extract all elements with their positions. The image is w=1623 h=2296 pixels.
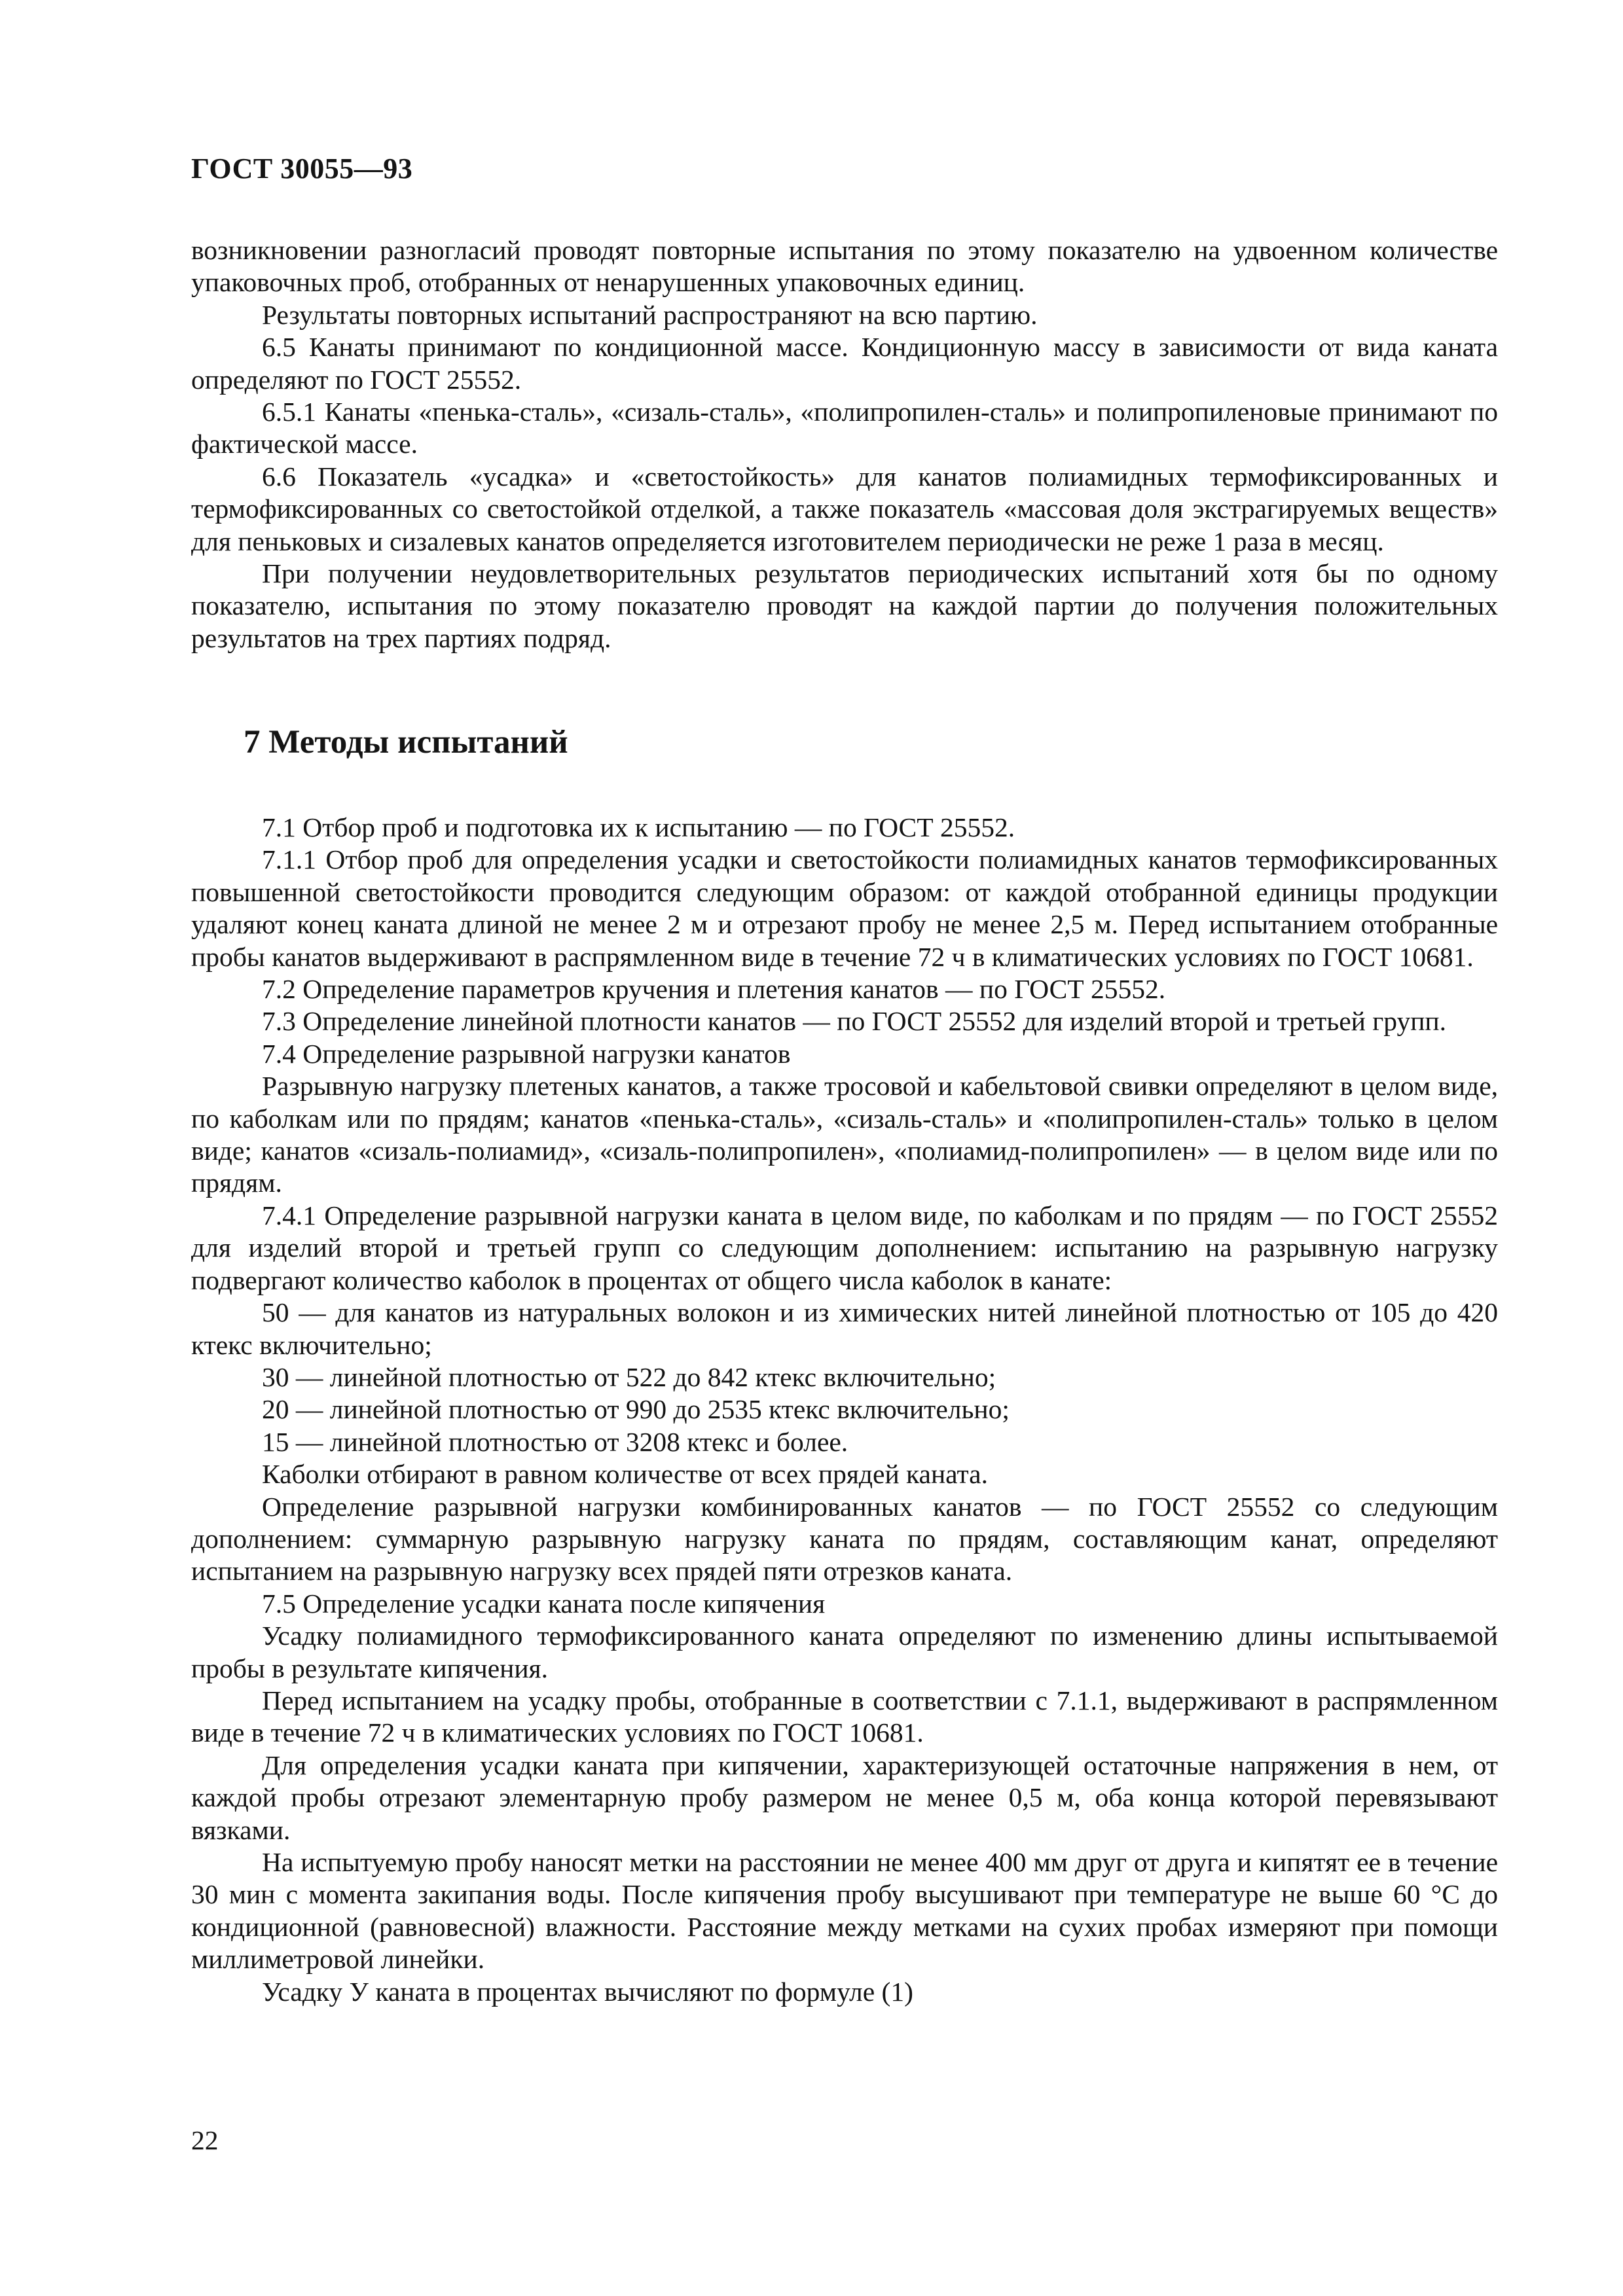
- paragraph: 7.4.1 Определение разрывной нагрузки каната в целом виде, по каболкам и по прядям — по ГОСТ 25552 для изделий второй и третьей групп со следующим дополнением: испытанию на разрывную нагрузку подвергают количество каболок в процентах от общего числа каболок в канате:: [191, 1200, 1498, 1295]
- paragraph: Перед испытанием на усадку пробы, отобранные в соответствии с 7.1.1, выдерживают в распрямленном виде в течение 72 ч в климатических условиях по ГОСТ 10681.: [191, 1685, 1498, 1748]
- paragraph: Разрывную нагрузку плетеных канатов, а также тросовой и кабельтовой свивки определяют в целом виде, по каболкам или по прядям; канатов «пенька-сталь», «сизаль-сталь» и «полипропилен-сталь» только в целом виде; канатов «сизаль-полиамид», «сизаль-полипропилен», «полиамид-полипропилен» — в целом виде или по прядям.: [191, 1071, 1498, 1198]
- paragraph: 6.6 Показатель «усадка» и «светостойкость» для канатов полиамидных термофиксированных и термофиксированных со светостойкой отделкой, а также показатель «массовая доля экстрагируемых веществ» для пеньковых и сизалевых канатов определяется изготовителем периодически не реже 1 раза в месяц.: [191, 461, 1498, 556]
- paragraph: Результаты повторных испытаний распространяют на всю партию.: [262, 299, 1038, 330]
- paragraph: возникновении разногласий проводят повторные испытания по этому показателю на удвоенном количестве упаковочных проб, отобранных от ненарушенных упаковочных единиц.: [191, 235, 1498, 298]
- paragraph: Каболки отбирают в равном количестве от всех прядей каната.: [262, 1459, 988, 1490]
- section-heading: 7 Методы испытаний: [244, 724, 568, 761]
- paragraph: 7.3 Определение линейной плотности канатов — по ГОСТ 25552 для изделий второй и третьей групп.: [262, 1006, 1446, 1037]
- paragraph: Усадку полиамидного термофиксированного каната определяют по изменению длины испытываемой пробы в результате кипячения.: [191, 1621, 1498, 1683]
- paragraph: 6.5 Канаты принимают по кондиционной массе. Кондиционную массу в зависимости от вида каната определяют по ГОСТ 25552.: [191, 332, 1498, 395]
- paragraph: Для определения усадки каната при кипячении, характеризующей остаточные напряжения в нем, от каждой пробы отрезают элементарную пробу размером не менее 0,5 м, оба конца которой перевязывают вязками.: [191, 1749, 1498, 1845]
- paragraph: Определение разрывной нагрузки комбинированных канатов — по ГОСТ 25552 со следующим дополнением: суммарную разрывную нагрузку каната по прядям, составляющим канат, определяют испытанием на разрывную нагрузку всех прядей пяти отрезков каната.: [191, 1491, 1498, 1587]
- paragraph: 15 — линейной плотностью от 3208 ктекс и более.: [262, 1426, 848, 1457]
- paragraph: На испытуемую пробу наносят метки на расстоянии не менее 400 мм друг от друга и кипятят ее в течение 30 мин с момента закипания воды. После кипячения пробу высушивают при температуре не выше 60 °С до кондиционной (равновесной) влажности. Расстояние между метками на сухих пробах измеряют при помощи миллиметровой линейки.: [191, 1847, 1498, 1975]
- page-number: 22: [191, 2125, 219, 2155]
- paragraph: 7.1 Отбор проб и подготовка их к испытанию — по ГОСТ 25552.: [262, 812, 1015, 842]
- paragraph: 50 — для канатов из натуральных волокон и из химических нитей линейной плотностью от 105 до 420 ктекс включительно;: [191, 1297, 1498, 1360]
- text-block-before-section: [191, 234, 1498, 655]
- paragraph: 20 — линейной плотностью от 990 до 2535 ктекс включительно;: [262, 1394, 1010, 1425]
- paragraph: 7.1.1 Отбор проб для определения усадки и светостойкости полиамидных канатов термофиксированных повышенной светостойкости проводится следующим образом: от каждой отобранной единицы продукции удаляют конец каната длиной не менее 2 м и отрезают пробу не менее 2,5 м. Перед испытанием отобранные пробы канатов выдерживают в распрямленном виде в течение 72 ч в климатических условиях по ГОСТ 10681.: [191, 844, 1498, 972]
- paragraph: Усадку У каната в процентах вычисляют по формуле (1): [262, 1976, 913, 2007]
- paragraph: 6.5.1 Канаты «пенька-сталь», «сизаль-сталь», «полипропилен-сталь» и полипропиленовые принимают по фактической массе.: [191, 397, 1498, 459]
- paragraph: 7.2 Определение параметров кручения и плетения канатов — по ГОСТ 25552.: [262, 974, 1166, 1005]
- paragraph: 7.4 Определение разрывной нагрузки канатов: [262, 1038, 791, 1069]
- paragraph: 30 — линейной плотностью от 522 до 842 ктекс включительно;: [262, 1361, 996, 1392]
- paragraph: 7.5 Определение усадки каната после кипячения: [262, 1588, 826, 1619]
- text-block-test-methods: [191, 812, 1498, 2008]
- document-header: ГОСТ 30055—93: [191, 152, 413, 185]
- paragraph: При получении неудовлетворительных результатов периодических испытаний хотя бы по одному показателю, испытания по этому показателю проводят на каждой партии до получения положительных результатов на трех партиях подряд.: [191, 558, 1498, 653]
